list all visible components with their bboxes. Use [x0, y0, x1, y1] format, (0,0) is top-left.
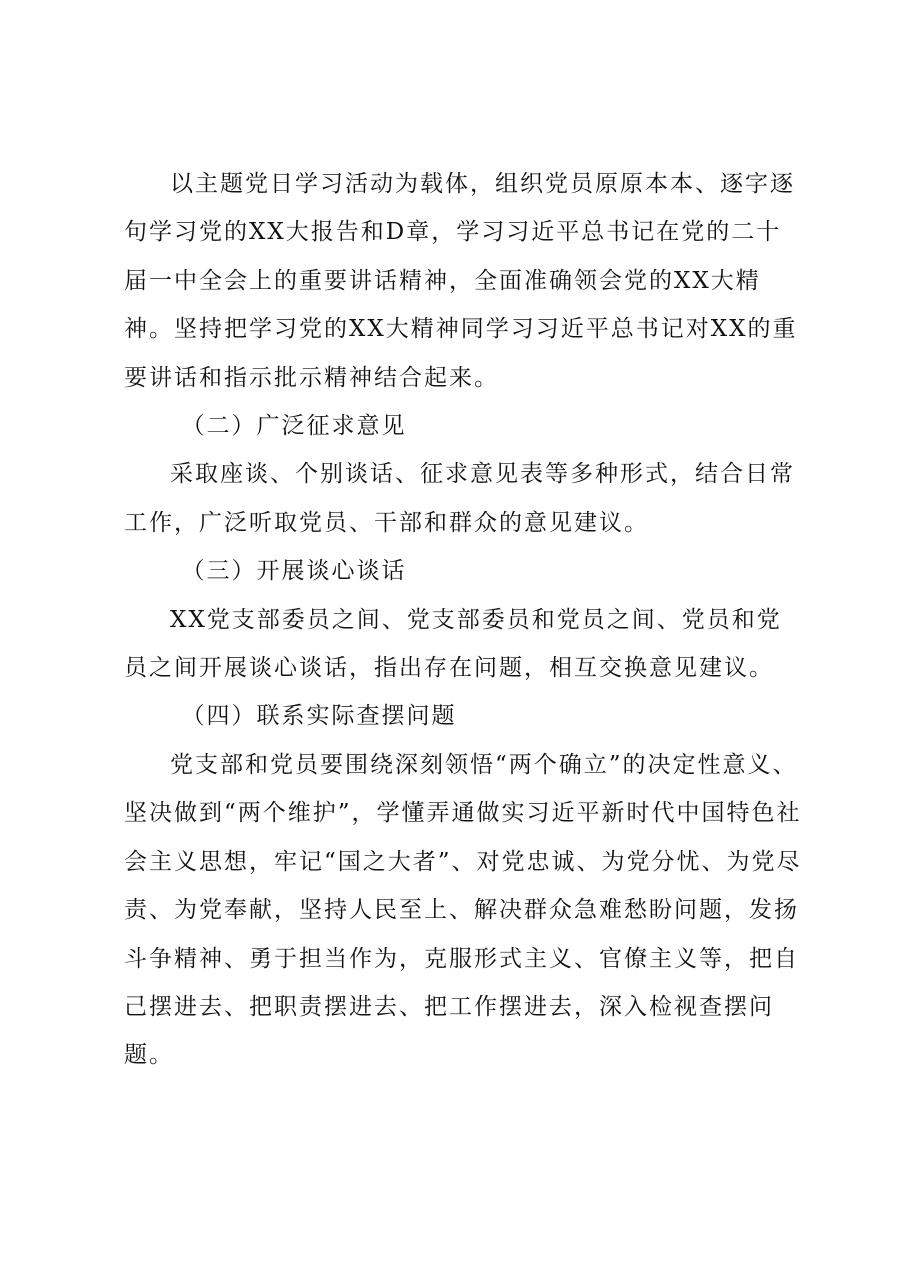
document-body: [124, 160, 804, 1080]
paragraph-solicit-opinions: 采取座谈、个别谈话、征求意见表等多种形式，结合日常工作，广泛听取党员、干部和群众的意见建议。: [124, 461, 795, 536]
paragraph-study-activity: 以主题党日学习活动为载体，组织党员原原本本、逐字逐句学习党的XX大报告和D章，学习习近平总书记在党的二十届一中全会上的重要讲话精神，全面准确领会党的XX大精神。坚持把学习党的XX大精神同学习习近平总书记对XX的重要讲话和指示批示精神结合起来。: [124, 171, 798, 391]
section-heading-2: （二）广泛征求意见: [181, 413, 407, 440]
section-heading-3: （三）开展谈心谈话: [181, 558, 407, 585]
section-heading-4: （四）联系实际查摆问题: [181, 703, 457, 730]
paragraph-identify-problems: 党支部和党员要围绕深刻领悟“两个确立”的决定性意义、坚决做到“两个维护”，学懂弄通做实习近平新时代中国特色社会主义思想，牢记“国之大者”、对党忠诚、为党分忧、为党尽责、为党奉献，坚持人民至上、解决群众急难愁盼问题，发扬斗争精神、勇于担当作为，克服形式主义、官僚主义等，把自己摆进去、把职责摆进去、把工作摆进去，深入检视查摆问题。: [124, 751, 802, 1069]
paragraph-heart-to-heart-talks: XX党支部委员之间、党支部委员和党员之间、党员和党员之间开展谈心谈话，指出存在问题，相互交换意见建议。: [124, 606, 782, 682]
